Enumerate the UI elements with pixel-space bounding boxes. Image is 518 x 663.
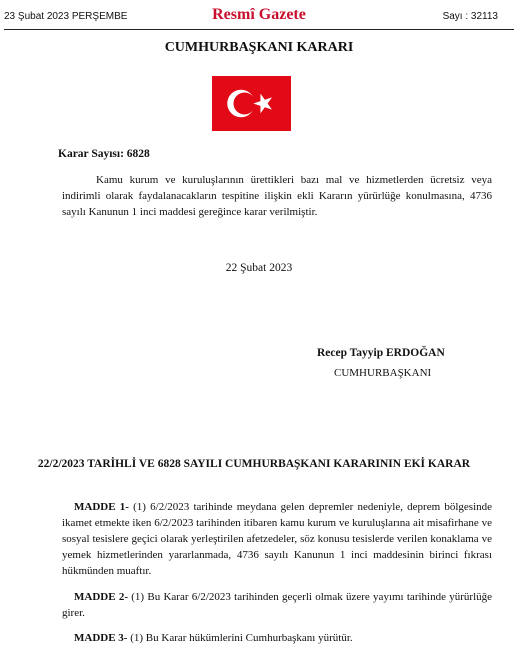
article-3 xyxy=(62,630,492,646)
decision-date: 22 Şubat 2023 xyxy=(225,262,293,274)
turkish-flag-icon xyxy=(212,76,291,131)
header-divider xyxy=(4,29,514,30)
article-label: MADDE 2- xyxy=(74,591,128,603)
gazette-header xyxy=(0,0,518,30)
header-issue-number: Sayı : 32113 xyxy=(442,11,498,22)
document-title: CUMHURBAŞKANI KARARI xyxy=(164,40,354,55)
article-text: (1) Bu Karar hükümlerini Cumhurbaşkanı yürütür. xyxy=(130,632,353,644)
article-1 xyxy=(62,499,492,579)
article-label: MADDE 1- xyxy=(74,501,129,513)
header-date: 23 Şubat 2023 PERŞEMBE xyxy=(4,11,128,22)
annex-title: 22/2/2023 TARİHLİ VE 6828 SAYILI CUMHURBAŞKANI KARARININ EKİ KARAR xyxy=(37,458,471,470)
article-label: MADDE 3- xyxy=(74,632,128,644)
article-2 xyxy=(62,589,492,621)
article-text: (1) 6/2/2023 tarihinde meydana gelen depremler nedeniyle, deprem bölgesinde ikamet etmekte iken 6/2/2023 tarihinden itibaren kamu kurum ve kuruluşlarına ait misafirhane ve sosyal tesislere geçici olarak yerleştirilen afetzedeler, söz konusu tesislerde verilen konaklama ve yemek hizmetlerinden yararlanmada, 4736 sayılı Kanunun 1 inci maddesinin birinci fıkrası hükmünden muaftır. xyxy=(62,501,493,577)
signatory-name: Recep Tayyip ERDOĞAN xyxy=(317,347,445,359)
gazette-title: Resmî Gazete xyxy=(212,6,306,23)
decision-number: Karar Sayısı: 6828 xyxy=(58,148,150,160)
signatory-title: CUMHURBAŞKANI xyxy=(334,367,432,379)
intro-paragraph: Kamu kurum ve kuruluşlarının ürettikleri bazı mal ve hizmetlerden ücretsiz veya indirimli olarak faydalanacakların tespitine ilişkin ekli Kararın yürürlüğe konulmasına, 4736 sayılı Kanunun 1 inci maddesi gereğince karar verilmiştir. xyxy=(62,174,492,218)
article-text: (1) Bu Karar 6/2/2023 tarihinden geçerli olmak üzere yayımı tarihinde yürürlüğe girer. xyxy=(62,591,493,619)
